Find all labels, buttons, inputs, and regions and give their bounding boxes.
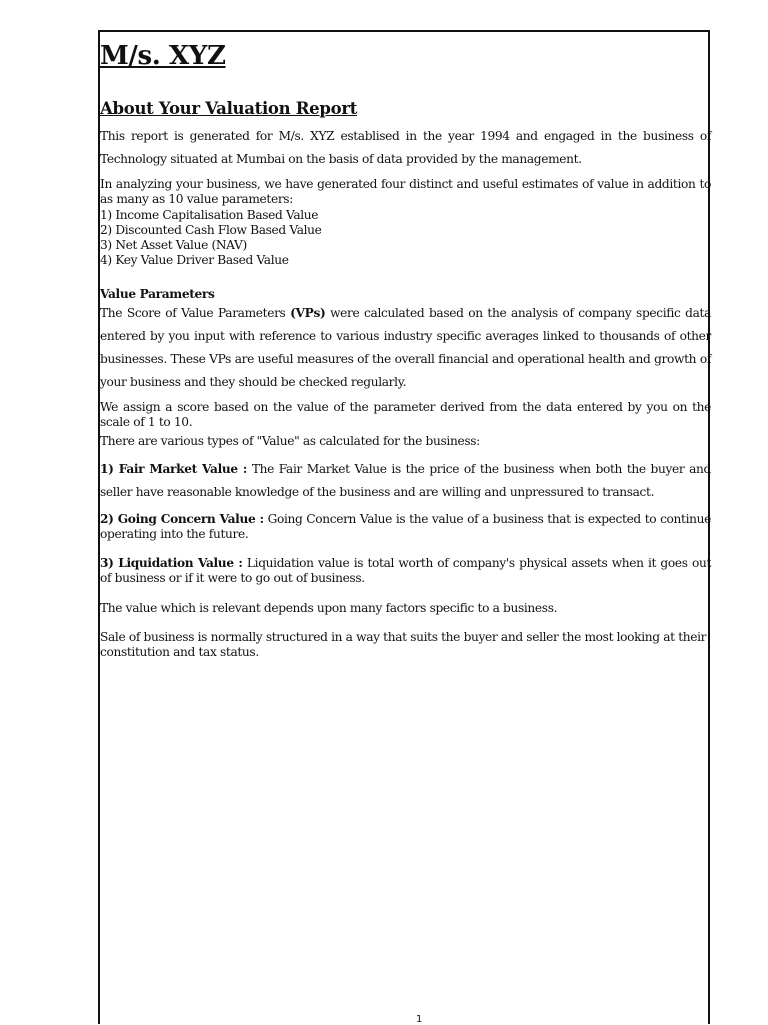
estimate-item: 1) Income Capitalisation Based Value	[100, 207, 319, 222]
value-type-going-concern	[100, 512, 711, 543]
value-type-label: 2) Going Concern Value :	[100, 511, 264, 526]
value-type-liquidation	[100, 556, 711, 587]
value-parameters-text	[100, 302, 711, 394]
value-type-fair-market	[100, 458, 711, 504]
sale-paragraph: Sale of business is normally structured in a way that suits the buyer and seller the most looking at their constitution and tax status.	[100, 629, 707, 660]
value-type-text: Going Concern Value is the value of a business that is expected to continue operating into the future.	[100, 511, 711, 541]
value-type-label: 3) Liquidation Value :	[100, 556, 243, 571]
value-type-text: Liquidation value is total worth of company's physical assets when it goes out of business or if it were to go out of business.	[100, 556, 711, 586]
page-number: 1	[416, 1014, 423, 1025]
estimate-item: 4) Key Value Driver Based Value	[100, 253, 289, 268]
report-heading: About Your Valuation Report	[100, 98, 358, 118]
vp-text-start: The Score of Value Parameters	[100, 305, 291, 320]
document-body	[100, 40, 711, 660]
company-title: M/s. XYZ	[100, 41, 226, 71]
estimate-item: 3) Net Asset Value (NAV)	[100, 238, 247, 253]
types-intro: There are various types of "Value" as calculated for the business:	[100, 434, 480, 449]
value-type-label: 1) Fair Market Value :	[100, 461, 248, 476]
estimates-intro: In analyzing your business, we have generated four distinct and useful estimates of value in addition to as many as 10 value parameters:	[100, 177, 711, 207]
value-parameters-title: Value Parameters	[100, 286, 215, 301]
score-paragraph: We assign a score based on the value of the parameter derived from the data entered by you on the scale of 1 to 10.	[100, 399, 711, 430]
intro-paragraph: This report is generated for M/s. XYZ establised in the year 1994 and engaged in the business of Technology situated at Mumbai on the basis of data provided by the management.	[100, 129, 711, 167]
estimate-item: 2) Discounted Cash Flow Based Value	[100, 222, 322, 237]
relevance-paragraph: The value which is relevant depends upon many factors specific to a business.	[100, 600, 558, 615]
vp-text-end: were calculated based on the analysis of company specific data entered by you input with reference to various industry specific averages linked to thousands of other businesses. These VPs are useful measures of the overall financial and operational health and growth of your business and they should be checked regularly.	[100, 305, 711, 389]
value-type-text: The Fair Market Value is the price of the business when both the buyer and seller have reasonable knowledge of the business and are willing and unpressured to transact.	[100, 461, 711, 499]
vp-text-bold: (VPs)	[290, 305, 326, 320]
estimates-list	[100, 208, 711, 269]
